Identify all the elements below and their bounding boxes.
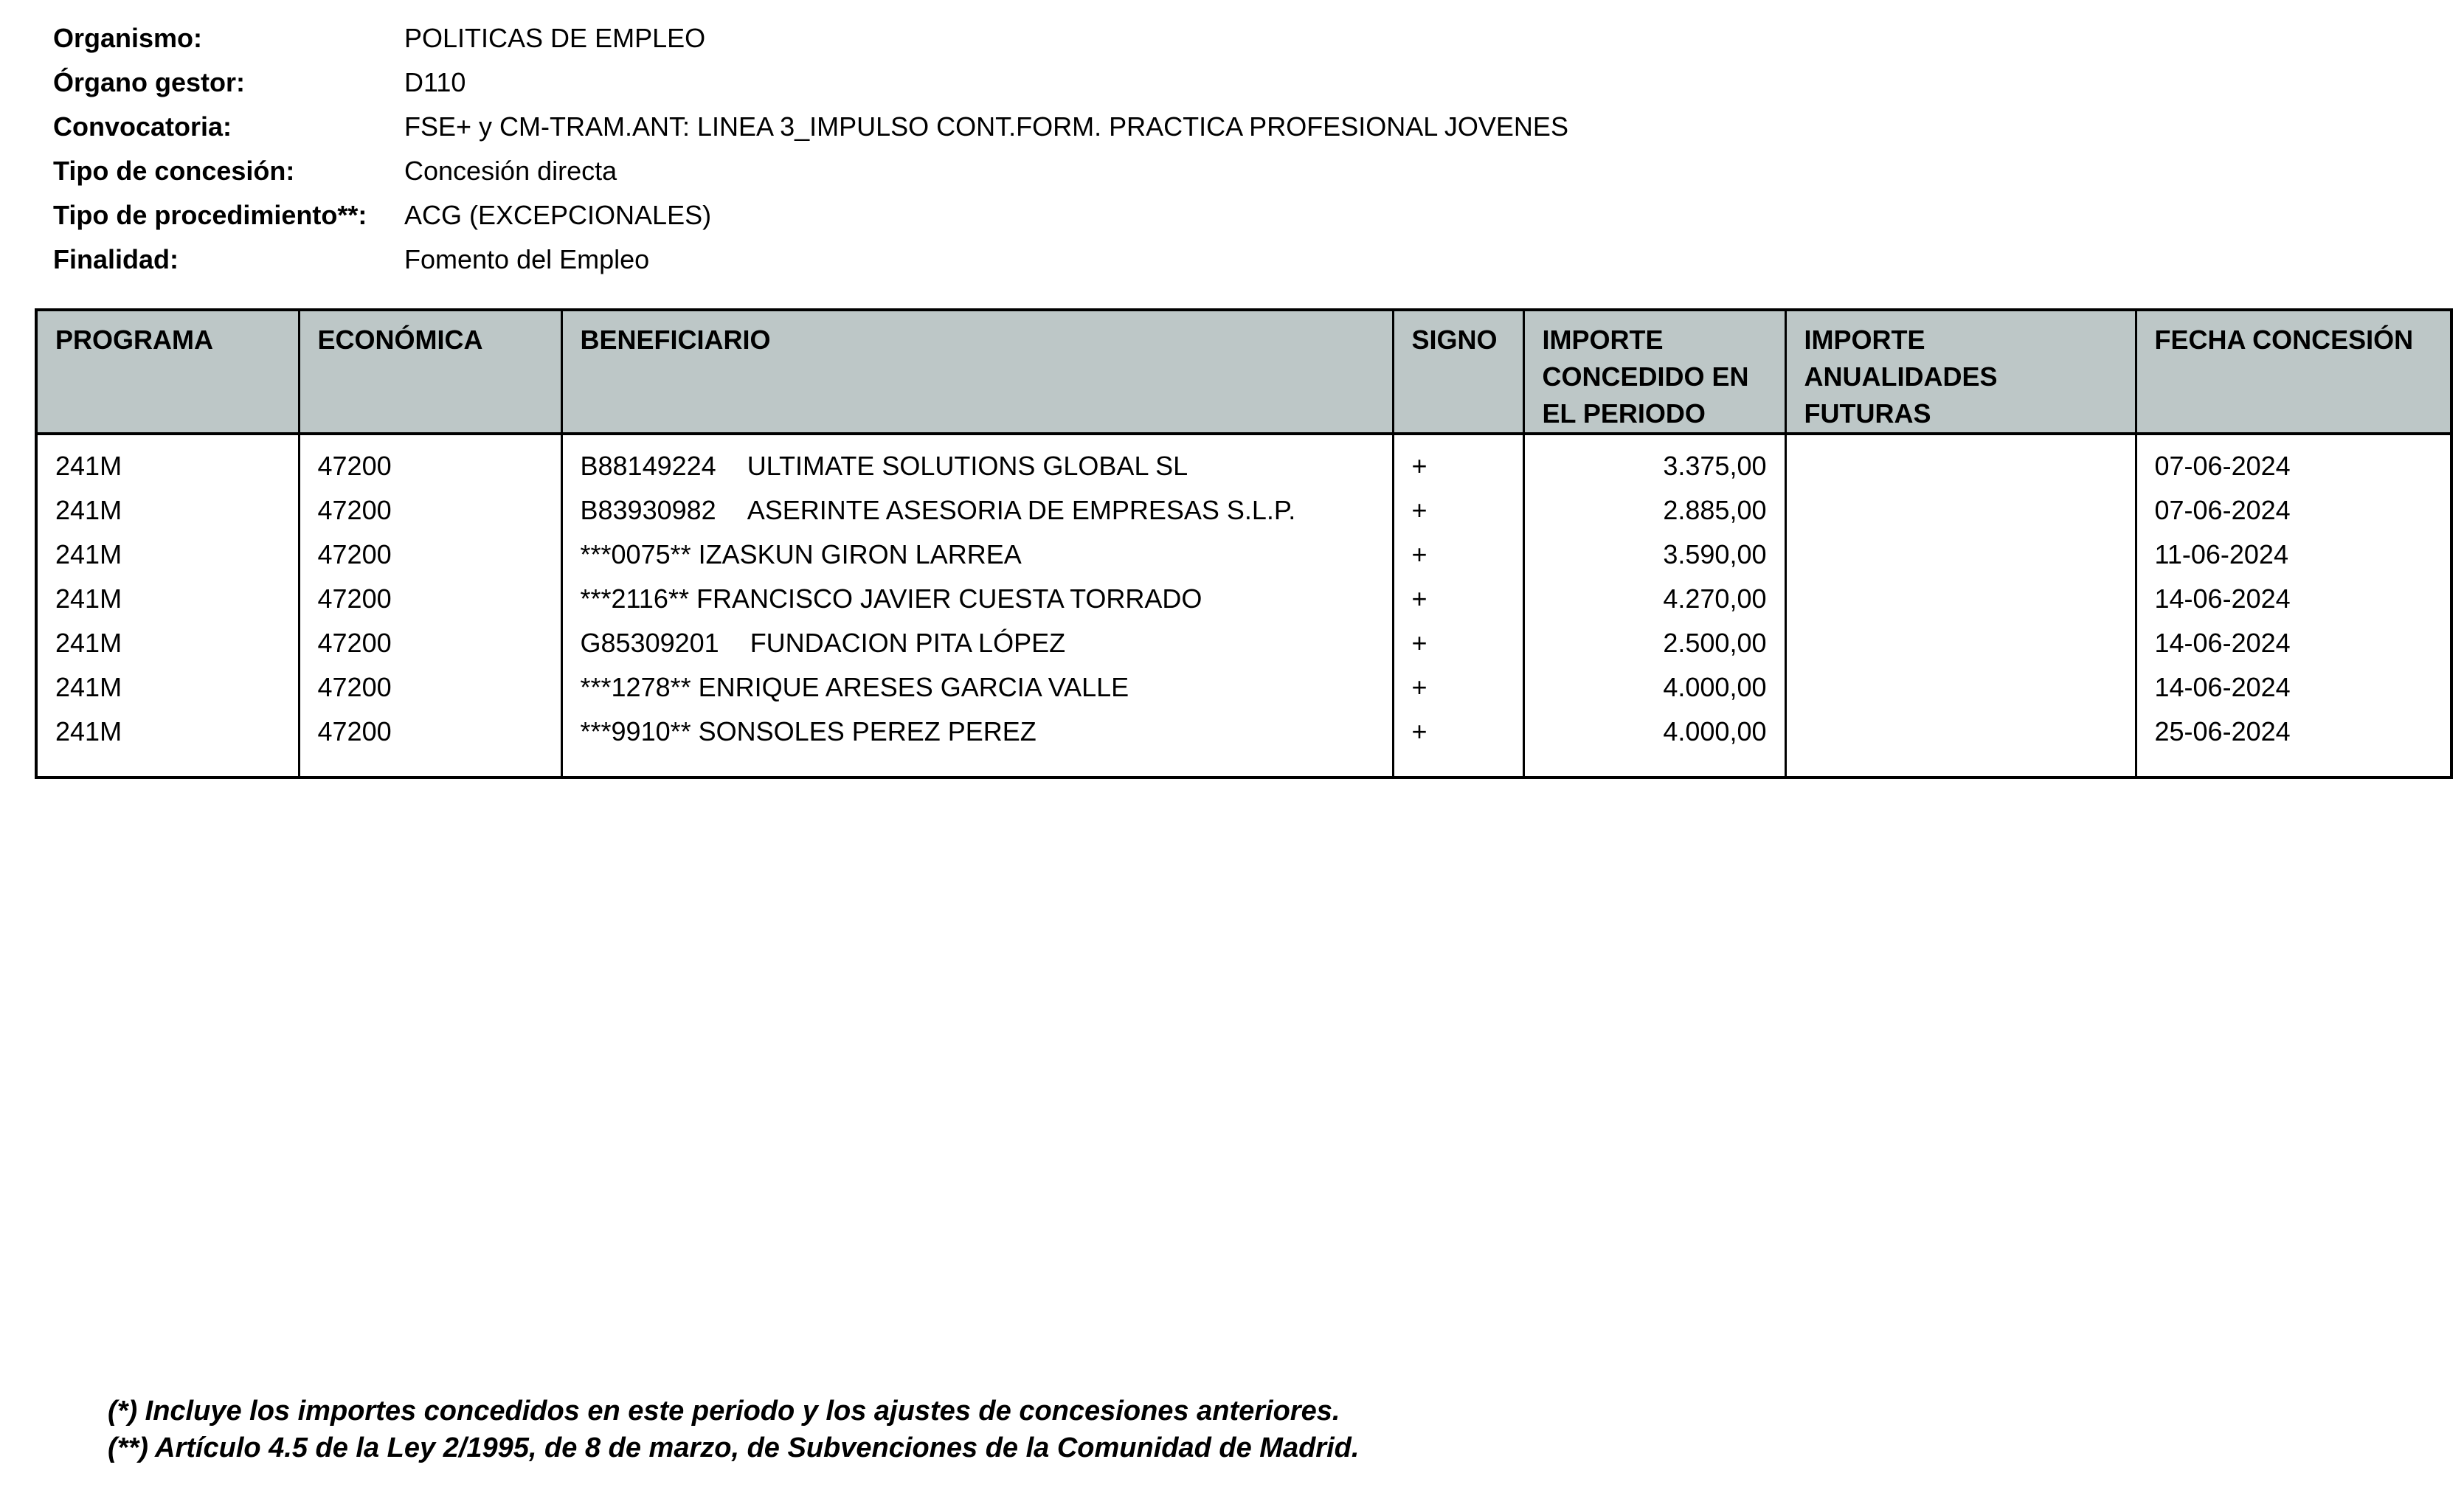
cell-economica: 47200 — [299, 577, 561, 621]
cell-beneficiario — [561, 488, 1393, 533]
meta-label: Convocatoria: — [53, 111, 232, 142]
table-row — [36, 533, 2451, 577]
grant-metadata — [53, 16, 1568, 282]
column-header-economica: ECONÓMICA — [299, 310, 561, 434]
table-row — [36, 577, 2451, 621]
beneficiary-id: B88149224 — [580, 451, 716, 481]
cell-fecha: 14-06-2024 — [2136, 665, 2451, 710]
cell-signo: + — [1393, 434, 1523, 488]
meta-row-organismo — [53, 16, 1568, 60]
meta-value: FSE+ y CM-TRAM.ANT: LINEA 3_IMPULSO CONT.FORM. PRACTICA PROFESIONAL JOVENES — [404, 111, 1568, 142]
cell-anualidades — [1785, 621, 2136, 665]
cell-fecha: 07-06-2024 — [2136, 434, 2451, 488]
table-row — [36, 434, 2451, 488]
meta-label: Tipo de procedimiento**: — [53, 200, 367, 230]
cell-importe: 2.885,00 — [1523, 488, 1785, 533]
table-bottom-padding — [36, 754, 2451, 777]
column-header-fecha: FECHA CONCESIÓN — [2136, 310, 2451, 434]
cell-importe: 4.000,00 — [1523, 710, 1785, 754]
header-line: EL PERIODO — [1542, 398, 1706, 429]
cell-anualidades — [1785, 488, 2136, 533]
table-header-row — [36, 310, 2451, 434]
beneficiary-name: FRANCISCO JAVIER CUESTA TORRADO — [696, 583, 1202, 614]
header-line: IMPORTE — [1804, 325, 1925, 355]
meta-label: Organismo: — [53, 23, 203, 53]
beneficiary-name: ULTIMATE SOLUTIONS GLOBAL SL — [747, 451, 1188, 481]
beneficiary-id: ***2116** — [580, 583, 689, 614]
cell-programa: 241M — [36, 533, 299, 577]
cell-economica: 47200 — [299, 533, 561, 577]
header-line: IMPORTE — [1542, 325, 1664, 355]
grants-table — [35, 308, 2453, 779]
footnote-2: (**) Artículo 4.5 de la Ley 2/1995, de 8 de marzo, de Subvenciones de la Comunidad de Madrid. — [108, 1432, 1360, 1463]
meta-row-finalidad — [53, 238, 1568, 282]
cell-economica: 47200 — [299, 434, 561, 488]
meta-value: POLITICAS DE EMPLEO — [404, 23, 706, 53]
beneficiary-id: G85309201 — [580, 628, 719, 658]
cell-fecha: 25-06-2024 — [2136, 710, 2451, 754]
cell-anualidades — [1785, 665, 2136, 710]
cell-beneficiario — [561, 577, 1393, 621]
header-line: FUTURAS — [1804, 398, 1931, 429]
cell-programa: 241M — [36, 710, 299, 754]
cell-programa: 241M — [36, 488, 299, 533]
column-header-beneficiario: BENEFICIARIO — [561, 310, 1393, 434]
cell-economica: 47200 — [299, 621, 561, 665]
table-row — [36, 621, 2451, 665]
cell-beneficiario — [561, 533, 1393, 577]
cell-programa: 241M — [36, 577, 299, 621]
beneficiary-name: FUNDACION PITA LÓPEZ — [750, 628, 1066, 658]
table-row — [36, 710, 2451, 754]
column-header-importe — [1523, 310, 1785, 434]
cell-programa: 241M — [36, 621, 299, 665]
cell-anualidades — [1785, 533, 2136, 577]
beneficiary-id: ***9910** — [580, 716, 691, 746]
footnotes — [108, 1393, 1359, 1466]
beneficiary-name: ASERINTE ASESORIA DE EMPRESAS S.L.P. — [747, 495, 1296, 525]
cell-signo: + — [1393, 665, 1523, 710]
meta-row-convocatoria — [53, 105, 1568, 149]
cell-economica: 47200 — [299, 665, 561, 710]
meta-row-organo-gestor — [53, 60, 1568, 105]
meta-value: D110 — [404, 67, 466, 97]
cell-beneficiario — [561, 710, 1393, 754]
cell-programa: 241M — [36, 434, 299, 488]
table-row — [36, 665, 2451, 710]
cell-anualidades — [1785, 434, 2136, 488]
cell-fecha: 07-06-2024 — [2136, 488, 2451, 533]
footnote-1: (*) Incluye los importes concedidos en este periodo y los ajustes de concesiones anteriores. — [108, 1396, 1340, 1427]
cell-importe: 2.500,00 — [1523, 621, 1785, 665]
column-header-anualidades — [1785, 310, 2136, 434]
cell-fecha: 11-06-2024 — [2136, 533, 2451, 577]
meta-row-tipo-procedimiento — [53, 193, 1568, 238]
cell-importe: 3.590,00 — [1523, 533, 1785, 577]
cell-programa: 241M — [36, 665, 299, 710]
cell-signo: + — [1393, 488, 1523, 533]
cell-fecha: 14-06-2024 — [2136, 577, 2451, 621]
cell-signo: + — [1393, 621, 1523, 665]
cell-fecha: 14-06-2024 — [2136, 621, 2451, 665]
cell-anualidades — [1785, 710, 2136, 754]
meta-label: Órgano gestor: — [53, 67, 246, 97]
beneficiary-id: ***0075** — [580, 539, 691, 569]
beneficiary-name: ENRIQUE ARESES GARCIA VALLE — [698, 672, 1129, 702]
cell-economica: 47200 — [299, 710, 561, 754]
meta-value: Fomento del Empleo — [404, 244, 650, 274]
meta-label: Tipo de concesión: — [53, 156, 295, 186]
column-header-programa: PROGRAMA — [36, 310, 299, 434]
cell-importe: 4.270,00 — [1523, 577, 1785, 621]
cell-beneficiario — [561, 621, 1393, 665]
meta-label: Finalidad: — [53, 244, 179, 274]
cell-signo: + — [1393, 710, 1523, 754]
table-row — [36, 488, 2451, 533]
cell-importe: 3.375,00 — [1523, 434, 1785, 488]
meta-value: Concesión directa — [404, 156, 617, 186]
cell-economica: 47200 — [299, 488, 561, 533]
beneficiary-id: ***1278** — [580, 672, 691, 702]
header-line: CONCEDIDO EN — [1542, 361, 1749, 392]
beneficiary-name: SONSOLES PEREZ PEREZ — [698, 716, 1037, 746]
header-line: ANUALIDADES — [1804, 361, 1998, 392]
cell-signo: + — [1393, 533, 1523, 577]
cell-beneficiario — [561, 665, 1393, 710]
column-header-signo: SIGNO — [1393, 310, 1523, 434]
cell-beneficiario — [561, 434, 1393, 488]
cell-anualidades — [1785, 577, 2136, 621]
cell-signo: + — [1393, 577, 1523, 621]
beneficiary-name: IZASKUN GIRON LARREA — [698, 539, 1022, 569]
meta-value: ACG (EXCEPCIONALES) — [404, 200, 712, 230]
beneficiary-id: B83930982 — [580, 495, 716, 525]
meta-row-tipo-concesion — [53, 149, 1568, 193]
cell-importe: 4.000,00 — [1523, 665, 1785, 710]
